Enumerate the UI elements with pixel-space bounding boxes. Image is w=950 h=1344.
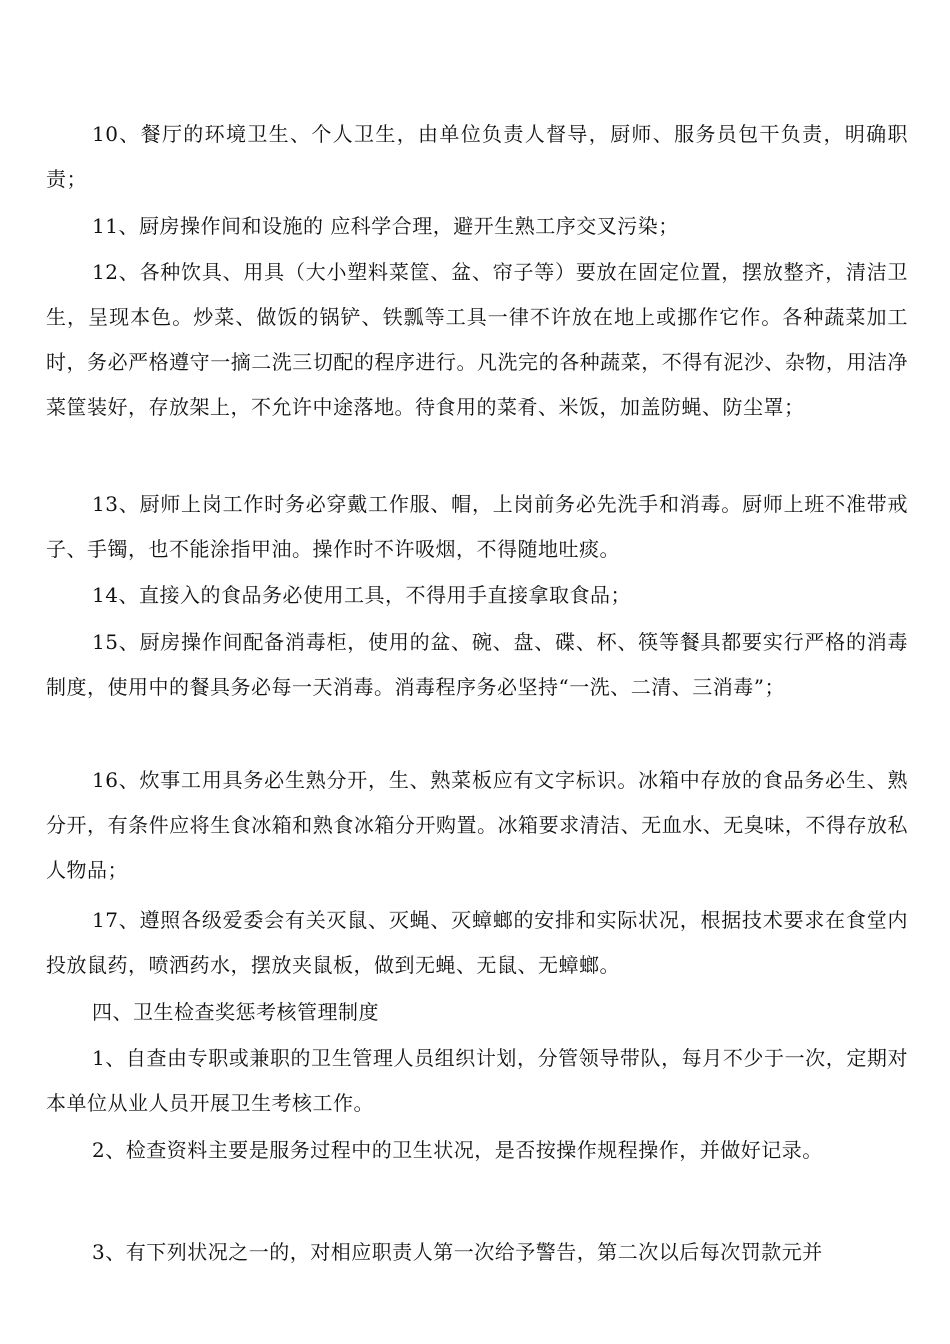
paragraph-rule-16: 16、炊事工用具务必生熟分开，生、熟菜板应有文字标识。冰箱中存放的食品务必生、熟分开，有条件应将生食冰箱和熟食冰箱分开购置。冰箱要求清洁、无血水、无臭味，不得存放私人物品； bbox=[46, 768, 908, 882]
paragraph-rule-17: 17、遵照各级爱委会有关灭鼠、灭蝇、灭蟑螂的安排和实际状况，根据技术要求在食堂内投放鼠药，喷洒药水，摆放夹鼠板，做到无蝇、无鼠、无蟑螂。 bbox=[46, 908, 908, 977]
paragraph-inspection-1: 1、自查由专职或兼职的卫生管理人员组织计划，分管领导带队，每月不少于一次，定期对本单位从业人员开展卫生考核工作。 bbox=[46, 1046, 908, 1115]
paragraph-rule-12: 12、各种饮具、用具（大小塑料菜筐、盆、帘子等）要放在固定位置，摆放整齐，清洁卫生，呈现本色。炒菜、做饭的锅铲、铁瓢等工具一律不许放在地上或挪作它作。各种蔬菜加工时，务必严格遵守一摘二洗三切配的程序进行。凡洗完的各种蔬菜，不得有泥沙、杂物，用洁净菜筐装好，存放架上，不允许中途落地。待食用的菜肴、米饭，加盖防蝇、防尘罩； bbox=[46, 260, 908, 419]
paragraph-rule-10: 10、餐厅的环境卫生、个人卫生，由单位负责人督导，厨师、服务员包干负责，明确职责； bbox=[46, 122, 908, 191]
paragraph-inspection-2: 2、检查资料主要是服务过程中的卫生状况，是否按操作规程操作，并做好记录。 bbox=[92, 1138, 823, 1162]
paragraph-rule-15: 15、厨房操作间配备消毒柜，使用的盆、碗、盘、碟、杯、筷等餐具都要实行严格的消毒制度，使用中的餐具务必每一天消毒。消毒程序务必坚持“一洗、二清、三消毒”； bbox=[46, 630, 908, 699]
paragraph-rule-13: 13、厨师上岗工作时务必穿戴工作服、帽，上岗前务必先洗手和消毒。厨师上班不准带戒子、手镯，也不能涂指甲油。操作时不许吸烟，不得随地吐痰。 bbox=[46, 492, 908, 561]
paragraph-rule-11: 11、厨房操作间和设施的 应科学合理，避开生熟工序交叉污染； bbox=[92, 214, 679, 238]
paragraph-rule-14: 14、直接入的食品务必使用工具，不得用手直接拿取食品； bbox=[92, 583, 631, 607]
paragraph-inspection-3: 3、有下列状况之一的，对相应职责人第一次给予警告，第二次以后每次罚款元并 bbox=[92, 1240, 823, 1264]
section-heading: 四、卫生检查奖惩考核管理制度 bbox=[92, 1000, 379, 1024]
